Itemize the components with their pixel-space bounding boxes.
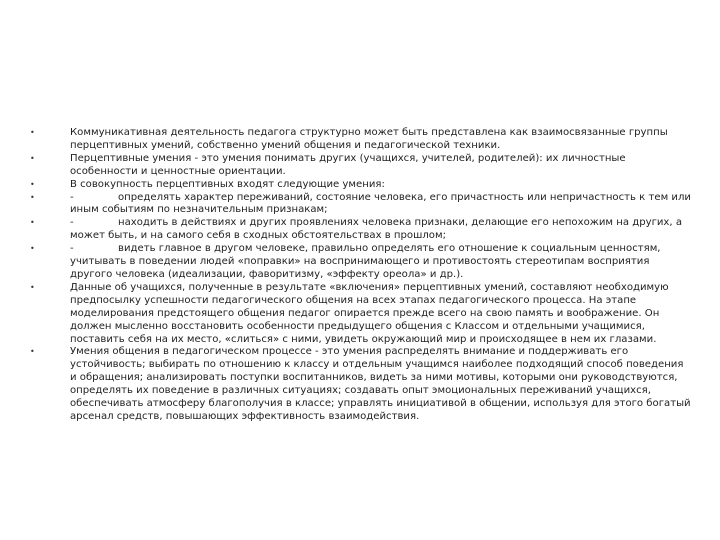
bullet-text: Перцептивные умения - это умения понимать других (учащихся, учителей, родителей): их личностные особенности и ценностные ориентации. [70,152,626,177]
bullet-marker: • [30,179,35,189]
bullet-list [30,127,692,424]
bullet-marker: • [30,192,35,202]
bullet-item [30,346,692,423]
bullet-marker: • [30,128,35,137]
bullet-item [30,153,692,179]
bullet-text: Умения общения в педагогическом процессе - это умения распределять внимание и поддерживать его устойчивость; выбирать по отношению к классу и отдельным учащимся наиболее подходящий способ поведения и обращения; анализировать поступки воспитанников, видеть за ними мотивы, которыми они руководствуются, определять их поведение в различных ситуациях; создавать опыт эмоциональных переживаний учащихся, обеспечивать атмосферу благополучия в классе; управлять инициативой в общении, используя для этого богатый арсенал средств, повышающих эффективность взаимодействия. [70,346,691,422]
bullet-marker: • [30,282,35,292]
bullet-marker: • [30,347,35,357]
bullet-item [30,192,692,218]
bullet-text: В совокупность перцептивных входят следующие умения: [70,178,385,190]
bullet-text: Коммуникативная деятельность педагога структурно может быть представлена как взаимосвязанные группы перцептивных умений, собственно умений общения и педагогической техники. [70,127,668,151]
dash-prefix: - [70,243,74,255]
dash-prefix: - [70,217,74,229]
bullet-text-with-dash [70,243,692,282]
dash-item-text: видеть главное в другом человеке, правильно определять его отношение к социальным ценностям, учитывать в поведении людей «поправки» на воспринимающего и противостоять стереотипам восприятия другого человека (идеализации, фаворитизму, «эффекту ореола» и др.). [70,243,661,280]
bullet-marker: • [30,218,35,228]
bullet-text: Данные об учащихся, полученные в результате «включения» перцептивных умений, составляют необходимую предпосылку успешности педагогического общения на всех этапах педагогического процесса. На этапе моделирования предстоящего общения педагог опирается прежде всего на свою память и воображение. Он должен мысленно восстановить особенности предыдущего общения с Классом и отдельными учащимися, поставить себя на их место, «слиться» с ними, увидеть окружающий мир и происходящее в нем их глазами. [70,281,669,345]
bullet-item [30,217,692,243]
bullet-marker: • [30,244,35,254]
dash-prefix: - [70,191,74,203]
bullet-text-with-dash [70,217,692,243]
dash-item-text: находить в действиях и других проявлениях человека признаки, делающие его непохожим на других, а может быть, и на самого себя в сходных обстоятельствах в прошлом; [70,217,683,242]
bullet-item [30,243,692,282]
dash-item-text: определять характер переживаний, состояние человека, его причастность или непричастность к тем или иным событиям по незначительным признакам; [70,191,691,216]
bullet-item [30,127,692,153]
bullet-text-with-dash [70,192,692,218]
bullet-marker: • [30,153,35,163]
bullet-item [30,179,692,192]
bullet-item [30,282,692,347]
